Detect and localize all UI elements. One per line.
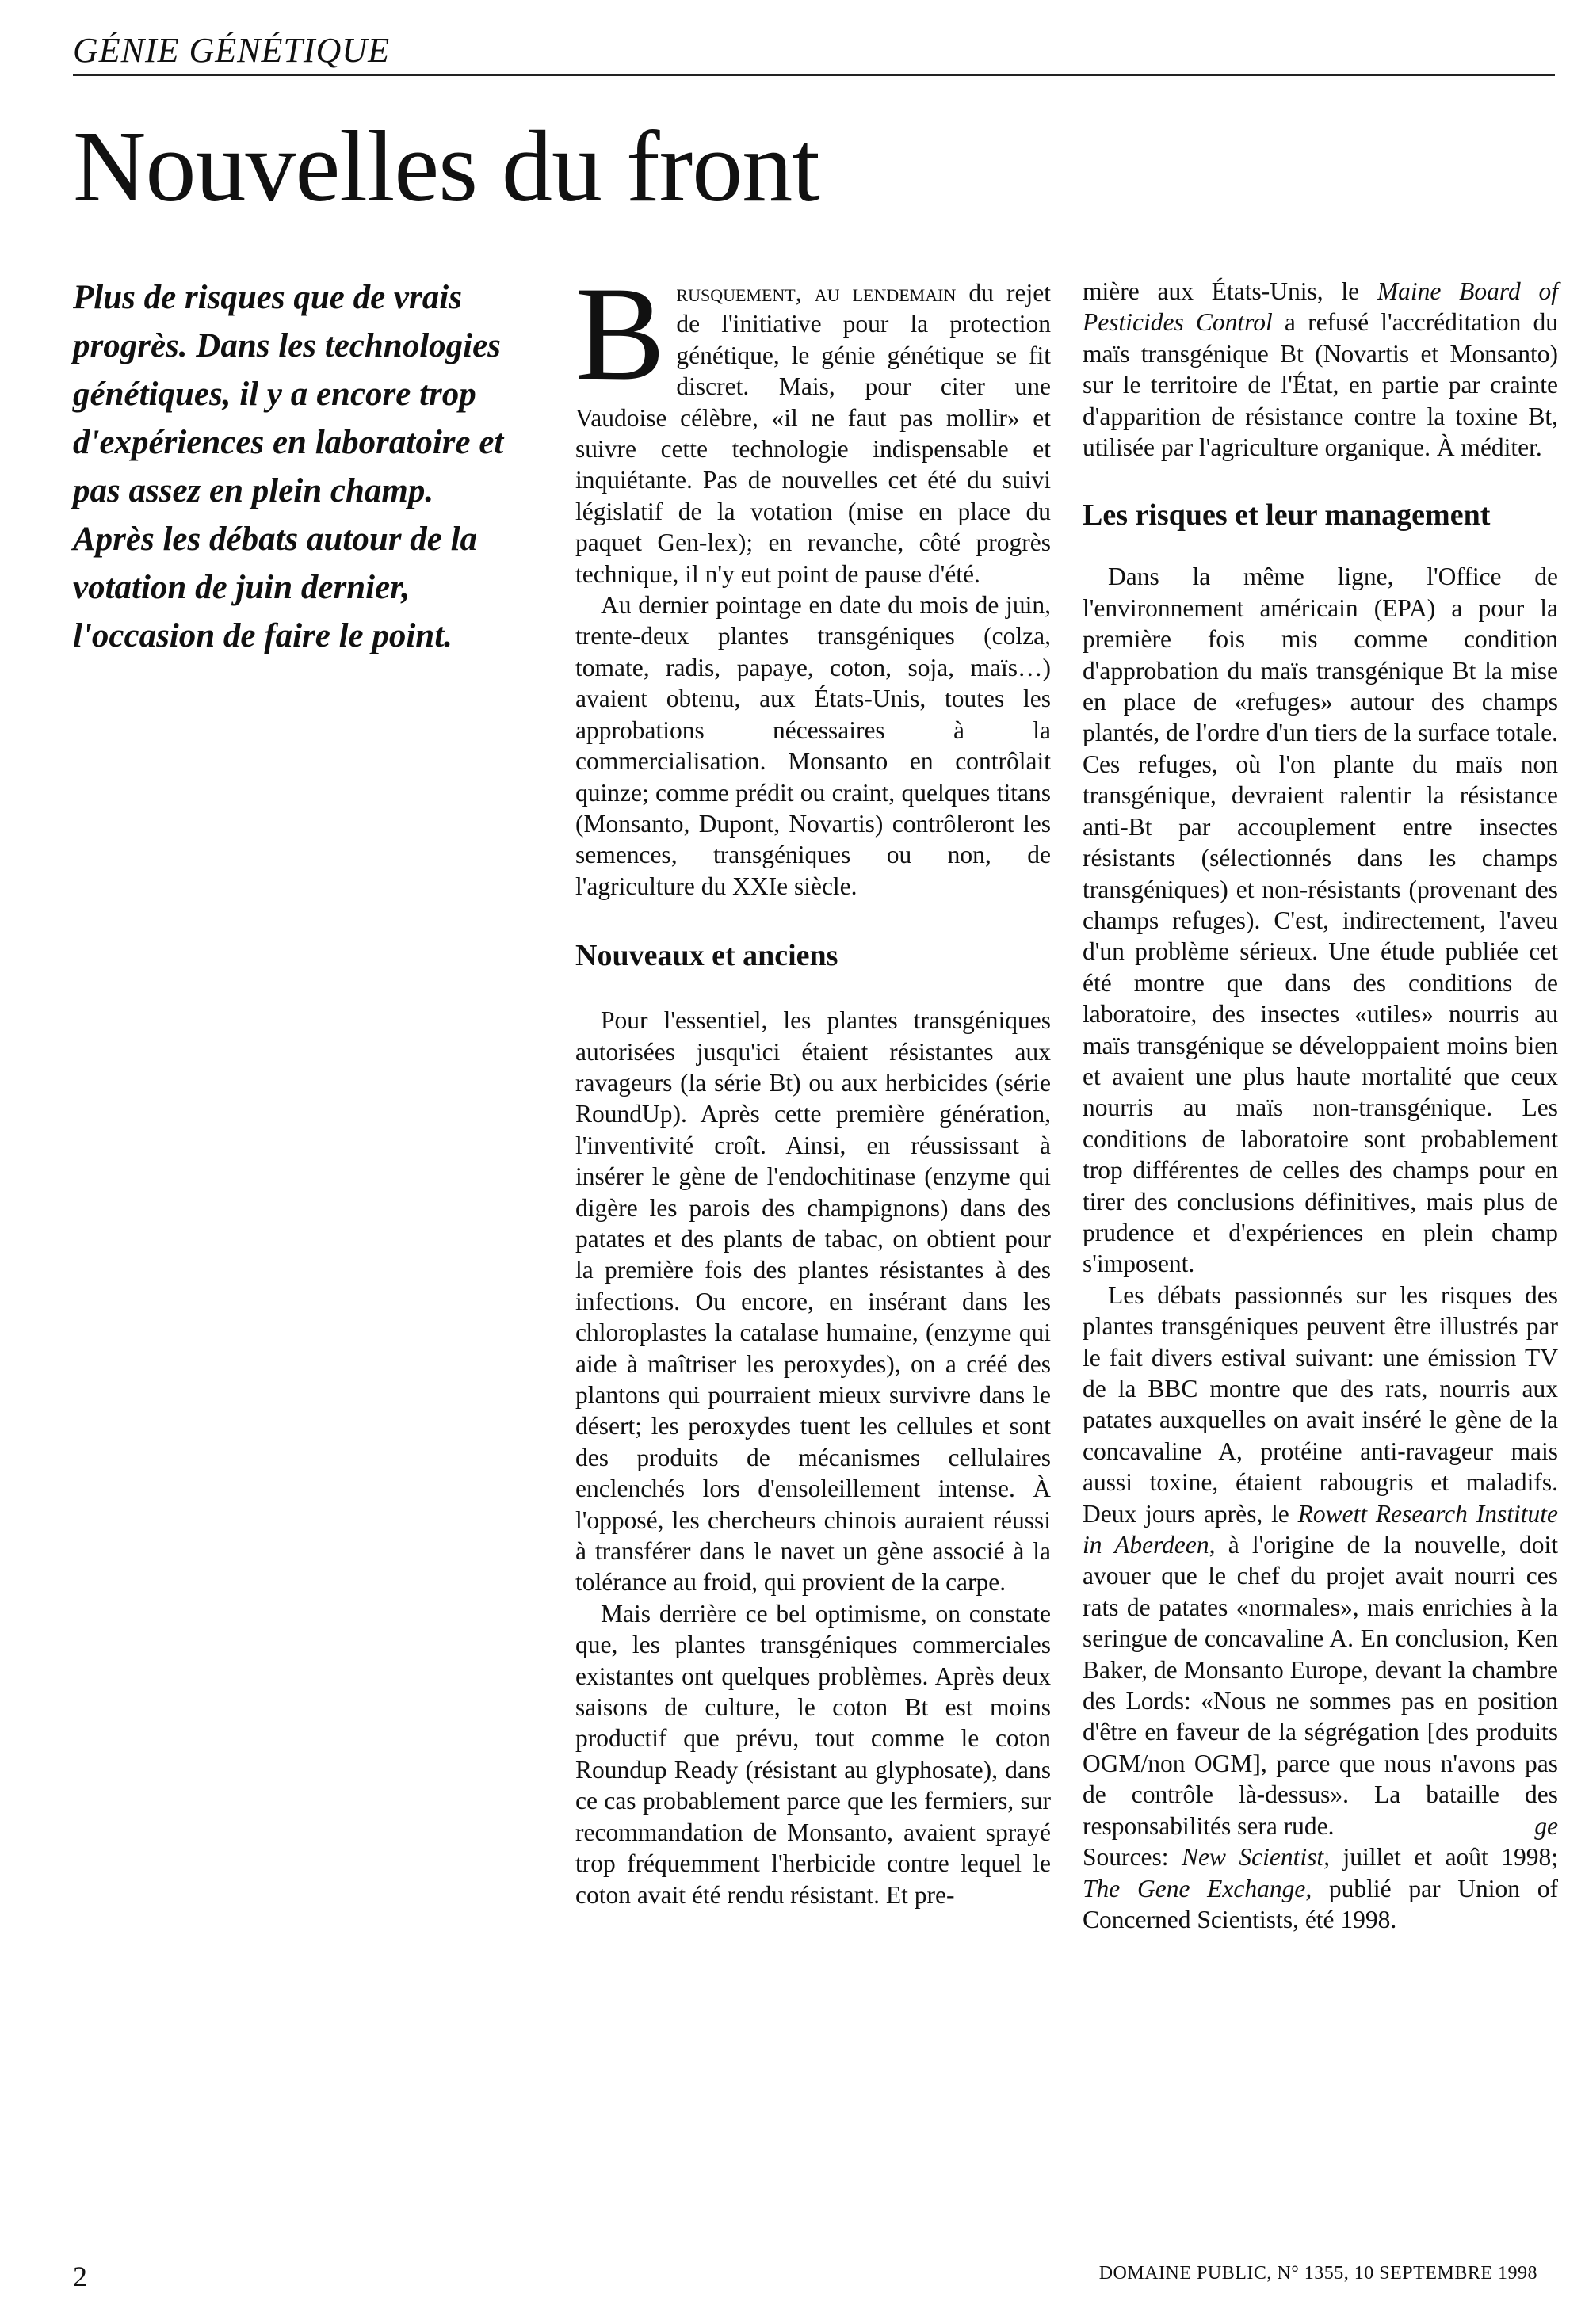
section-heading-risques: Les risques et leur management [1083,498,1491,532]
paragraph: Dans la même ligne, l'Office de l'environnement américain (EPA) a pour la première fois mis comme condition d'approbation du maïs transgénique Bt la mise en place de «refuges» autour des champs plantés, de l'ordre d'un tiers de la surface totale. Ces refuges, où l'on plante du maïs non transgénique, devraient ralentir la résistance anti-Bt par accouplement entre insectes résistants (sélectionnés dans les champs transgéniques) et non-résistants (provenant des champs refuges). C'est, indirectement, l'aveu d'un problème sérieux. Une étude publiée cet été montre que dans des conditions de laboratoire, des insectes «utiles» nourris au maïs transgénique se développaient moins bien et avaient une plus haute mortalité que ceux nourris au maïs non-transgénique. Les conditions de laboratoire sont probablement trop différentes de celles des champs pour en tirer des conclusions définitives, mais plus de prudence et d'expériences en plein champ s'imposent. [1083,563,1558,1278]
text-run: a refusé l'accréditation du maïs transgénique Bt (Novartis et Monsanto) sur le territoire de l'État, en partie par crainte d'apparition de résistance contre la toxine Bt, utilisée par l'agriculture organique. À méditer. [1083,308,1558,462]
author-signature: ge [1534,1811,1558,1840]
intro-text: du rejet de l'initiative pour la protection génétique, le génie génétique se fit discret. Mais, pour citer une Vaudoise célèbre, «il ne faut pas mollir» et suivre cette technologie indispensable et inquiétante. Pas de nouvelles cet été du suivi législatif de la votation (mise en place du paquet Gen-lex); en revanche, côté progrès technique, il n'y eut point de pause d'été. [575,279,1051,588]
section-heading-nouveaux: Nouveaux et anciens [575,939,838,973]
paragraph [1083,276,1558,463]
paragraph: Pour l'essentiel, les plantes transgéniques autorisées jusqu'ici étaient résistantes aux ravageurs (la série Bt) ou aux herbicides (série RoundUp). Après cette première génération, l'inventivité croît. Ainsi, en réussissant à insérer le gène de l'endochitinase (enzyme qui digère les parois des champignons) dans des patates et des plants de tabac, on obtient pour la première fois des plantes résistantes à des infections. Ou encore, en insérant dans les chloroplastes la catalase humaine, (enzyme qui aide à maîtriser les peroxydes), on a créé des plantons qui pourraient mieux survivre dans le désert; les peroxydes tuent les cellules et sont des produits de mécanismes cellulaires enclenchés lors d'ensoleillement intense. À l'opposé, les chercheurs chinois auraient réussi à transférer dans le navet un gène associé à la tolérance au froid, qui provient de la carpe. [575,1006,1051,1597]
publication-footer: DOMAINE PUBLIC, N° 1355, 10 SEPTEMBRE 1998 [1098,2263,1537,2284]
text-run: publié par Union of Concerned Scientists, été 1998. [1083,1874,1558,1933]
sources [1083,1841,1558,1935]
paragraph: Mais derrière ce bel optimisme, on constate que, les plantes transgéniques commerciales existantes ont quelques problèmes. Après deux saisons de culture, le coton Bt est moins productif que prévu, tout comme le coton Roundup Ready (résistant au glyphosate), dans ce cas probablement parce que les fermiers, sur recommandation de Monsanto, avaient sprayé trop fréquemment l'herbicide contre lequel le coton avait été rendu résistant. Et pre- [575,1599,1051,1909]
intro-smallcaps: rusquement, au lendemain [676,279,957,307]
source-title: The Gene Exchange, [1083,1874,1312,1902]
paragraph [1083,1280,1558,1841]
text-run: Sources: [1083,1843,1182,1872]
organization-name: Maine Board of Pesticides Control [1083,277,1558,337]
text-run: mière aux États-Unis, le [1083,277,1377,305]
text-run: Les débats passionnés sur les risques des plantes transgéniques peuvent être illustrés par le fait divers estival suivant: une émission TV de la BBC montre que des rats, nourris aux patates auxquelles on avait inséré le gène de la concavaline A, protéine anti-ravageur mais aussi toxine, étaient rabougris et maladifs. Deux jours après, le [1083,1280,1558,1528]
text-run: , à l'origine de la nouvelle, doit avouer que le chef du projet avait nourri ces rats de patates «normales», mais enrichies à la seringue de concavaline A. En conclusion, Ken Baker, de Monsanto Europe, devant la chambre des Lords: «Nous ne sommes pas en position d'être en faveur de la ségrégation [des produits OGM/non OGM], parce que nous n'avons pas de contrôle là-dessus». La bataille des responsabilités sera rude. [1083,1531,1558,1840]
article-lede: Plus de risques que de vrais progrès. Dans les technologies génétiques, il y a encore trop d'expériences en laboratoire et pas assez en plein champ. Après les débats autour de la votation de juin dernier, l'occasion de faire le point. [73,279,504,654]
paragraph-intro [575,259,1051,590]
text-run: juillet et août 1998; [1330,1843,1558,1872]
section-rubric: GÉNIE GÉNÉTIQUE [73,30,1555,76]
source-title: New Scientist, [1181,1843,1330,1872]
article-title: Nouvelles du front [73,110,819,223]
page-number: 2 [73,2261,87,2292]
column-1 [575,259,1051,1910]
column-2 [1083,276,1558,1935]
paragraph: Au dernier pointage en date du mois de juin, trente-deux plantes transgéniques (colza, tomate, radis, papaye, coton, soja, maïs…) avaient obtenu, aux États-Unis, toutes les approbations nécessaires à la commercialisation. Monsanto en contrôlait quinze; comme prédit ou craint, quelques titans (Monsanto, Dupont, Novartis) contrôleront les semences, transgéniques ou non, de l'agriculture du XXIe siècle. [575,591,1051,900]
drop-cap: B [575,259,666,408]
institute-name: Rowett Research Institute in Aberdeen [1083,1499,1558,1559]
